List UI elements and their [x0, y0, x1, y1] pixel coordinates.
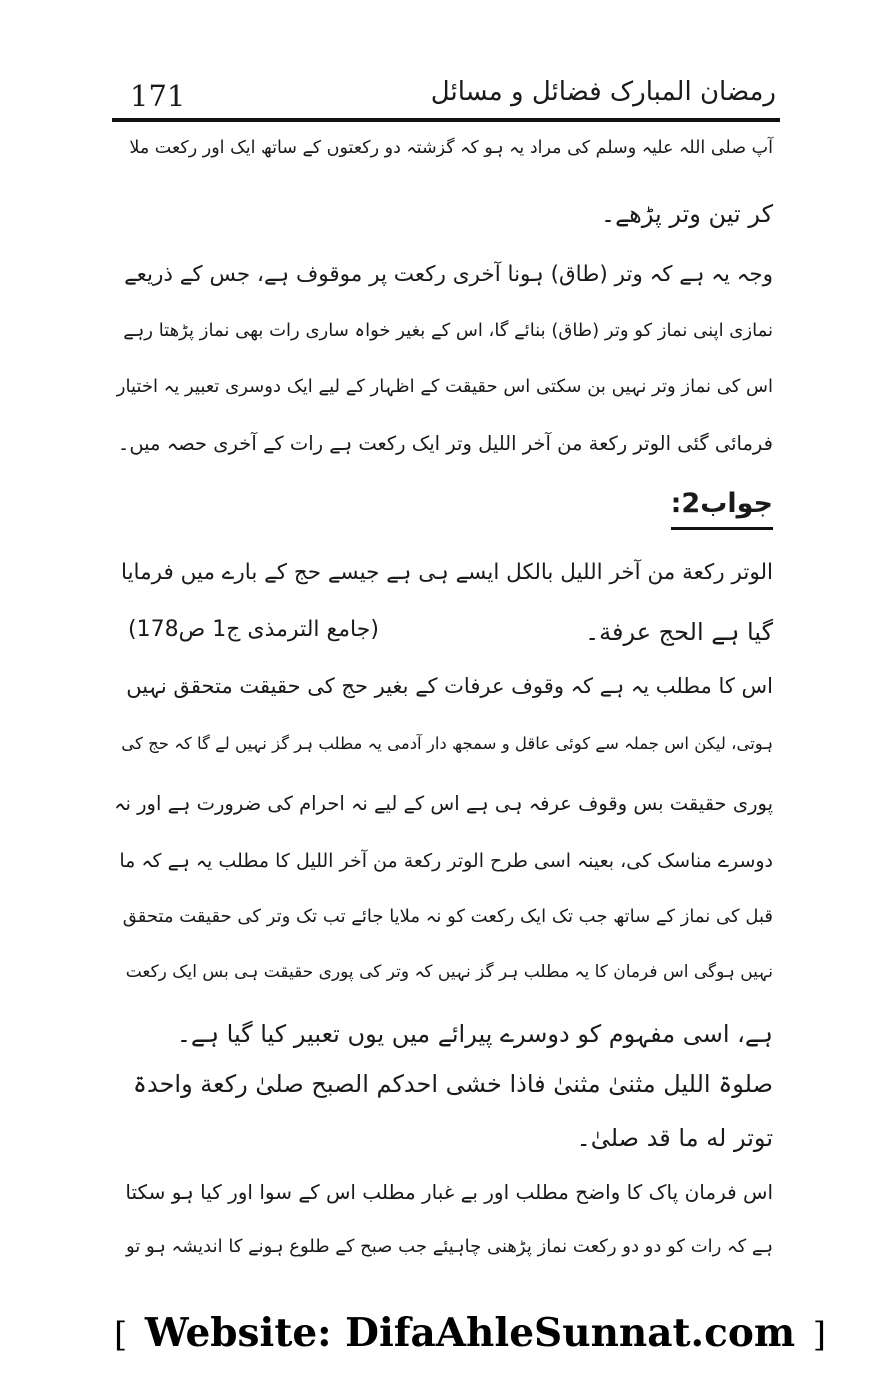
paragraph-line: فرمائی گئی الوتر رکعة من آخر اللیل وتر ایک رکعت ہے رات کے آخری حصہ میں۔: [117, 432, 773, 455]
paragraph-line: کر تین وتر پڑھے۔: [601, 200, 773, 228]
running-title: رمضان المبارک فضائل و مسائل: [430, 77, 776, 107]
paragraph-line: پوری حقیقت بس وقوف عرفہ ہی ہے اس کے لیے نہ احرام کی ضرورت ہے اور نہ: [114, 792, 773, 815]
answer-heading: جواب2:: [671, 488, 773, 530]
hadith-line: توتر له ما قد صلیٰ۔: [576, 1124, 773, 1152]
paragraph-line: ہوتی، لیکن اس جملہ سے کوئی عاقل و سمجھ دار آدمی یہ مطلب ہر گز نہیں لے گا کہ حج کی: [121, 734, 773, 753]
website-text: Website: DifaAhleSunnat.com: [144, 1310, 796, 1356]
paragraph-line: دوسرے مناسک کی، بعینہ اسی طرح الوتر رکعة من آخر اللیل کا مطلب یہ ہے کہ ما: [119, 850, 773, 872]
citation-reference: (جامع الترمذی ج1 ص178): [128, 617, 379, 642]
paragraph-line: نہیں ہوگی اس فرمان کا یہ مطلب ہر گز نہیں کہ وتر کی پوری حقیقت ہی بس ایک رکعت: [125, 962, 773, 982]
page-number: 171: [130, 79, 186, 113]
paragraph-line: اس کا مطلب یہ ہے کہ وقوف عرفات کے بغیر حج کی حقیقت متحقق نہیں: [126, 674, 773, 698]
paragraph-line: گیا ہے الحج عرفة۔: [585, 618, 773, 646]
paragraph-line: آپ صلی اللہ علیہ وسلم کی مراد یہ ہو کہ گزشتہ دو رکعتوں کے ساتھ ایک اور رکعت ملا: [129, 138, 773, 158]
paragraph-line: ہے کہ رات کو دو دو رکعت نماز پڑھنی چاہیئے جب صبح کے طلوع ہونے کا اندیشہ ہو تو: [125, 1236, 773, 1257]
footer-close-bracket: ]: [812, 1315, 827, 1355]
page-header: [112, 60, 780, 120]
paragraph-line: نمازی اپنی نماز کو وتر (طاق) بنائے گا، اس کے بغیر خواہ ساری رات بھی نماز پڑھتا رہے: [123, 320, 773, 341]
paragraph-line: قبل کی نماز کے ساتھ جب تک ایک رکعت کو نہ ملایا جائے تب تک وتر کی حقیقت متحقق: [122, 906, 773, 927]
paragraph-line: اس کی نماز وتر نہیں بن سکتی اس حقیقت کے اظہار کے لیے ایک دوسری تعبیر یہ اختیار: [116, 376, 773, 397]
header-rule: [112, 118, 780, 122]
hadith-line: صلوۃ اللیل مثنیٰ مثنیٰ فاذا خشی احدکم الصبح صلیٰ رکعة واحدۃ: [132, 1070, 773, 1098]
paragraph-line: اس فرمان پاک کا واضح مطلب اور بے غبار مطلب اس کے سوا اور کیا ہو سکتا: [125, 1180, 773, 1204]
paragraph-line: وجہ یہ ہے کہ وتر (طاق) ہونا آخری رکعت پر موقوف ہے، جس کے ذریعے: [124, 262, 773, 287]
website-footer: [110, 1310, 827, 1356]
paragraph-line: ہے، اسی مفہوم کو دوسرے پیرائے میں یوں تعبیر کیا گیا ہے۔: [176, 1020, 773, 1048]
footer-open-bracket: [: [114, 1315, 128, 1355]
paragraph-line: الوتر رکعة من آخر اللیل بالکل ایسے ہی ہے جیسے حج کے بارے میں فرمایا: [121, 560, 773, 585]
